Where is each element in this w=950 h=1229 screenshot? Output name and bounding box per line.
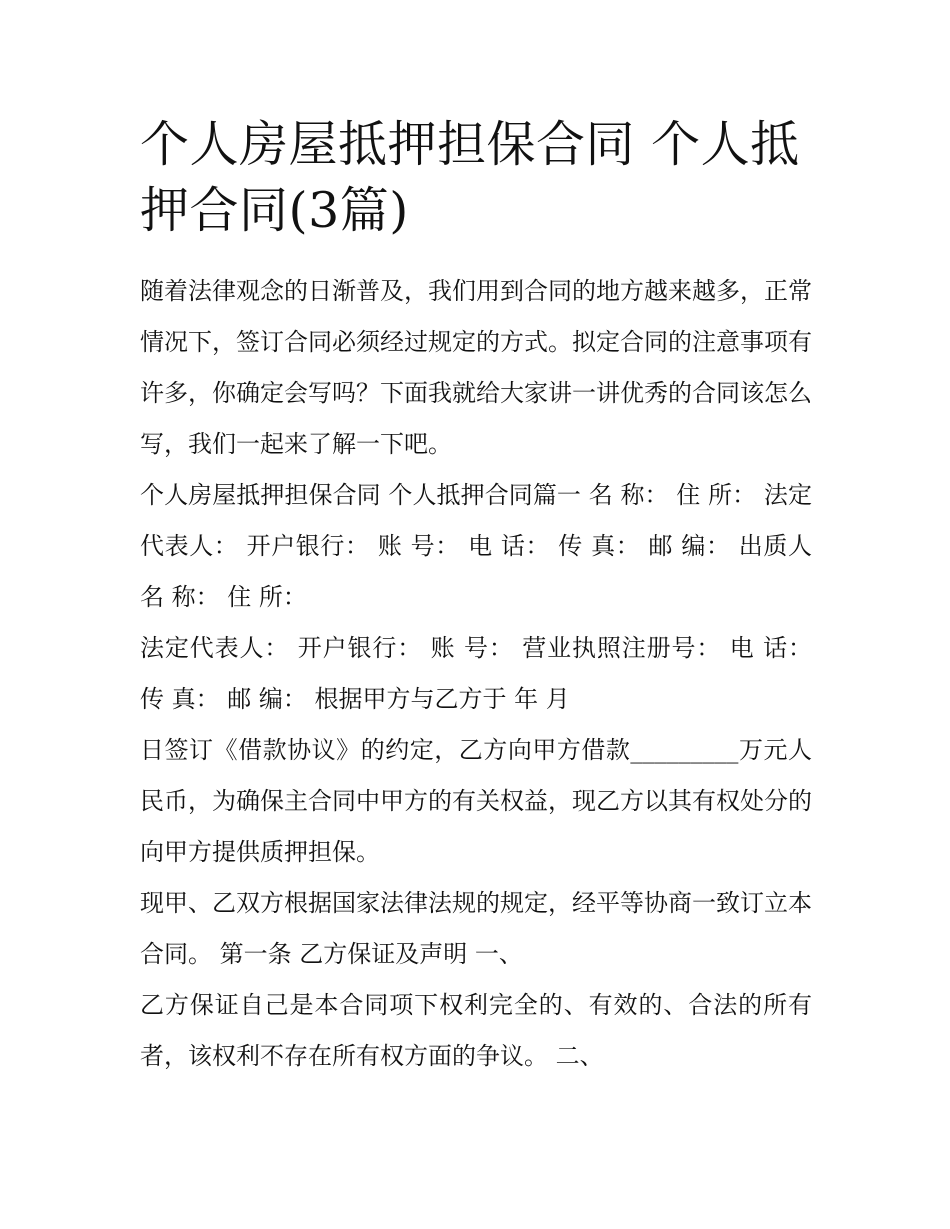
paragraph-intro: 随着法律观念的日渐普及，我们用到合同的地方越来越多，正常情况下，签订合同必须经过规定的方式。拟定合同的注意事项有许多，你确定会写吗？下面我就给大家讲一讲优秀的合同该怎么写，我们一起来了解一下吧。 xyxy=(140,277,812,458)
paragraph-parties-pledgor: 法定代表人： 开户银行： 账 号： 营业执照注册号： 电 话： 传 真： 邮 编： 根据甲方与乙方于 年 月 xyxy=(140,634,812,713)
document-title: 个人房屋抵押担保合同 个人抵押合同(3篇) xyxy=(140,116,800,239)
paragraph-parties-pledgee: 个人房屋抵押担保合同 个人抵押合同篇一 名 称： 住 所： 法定代表人： 开户银行： 账 号： 电 话： 传 真： 邮 编： 出质人 名 称： 住 所： xyxy=(140,481,812,611)
document-body xyxy=(140,112,812,1082)
paragraph-guarantee: 乙方保证自己是本合同项下权利完全的、有效的、合法的所有者，该权利不存在所有权方面的争议。 二、 xyxy=(140,991,812,1070)
paragraph-loan-agreement: 日签订《借款协议》的约定，乙方向甲方借款_________万元人民币，为确保主合同中甲方的有关权益，现乙方以其有权处分的 向甲方提供质押担保。 xyxy=(140,736,812,866)
paragraph-article-one: 现甲、乙双方根据国家法律法规的规定，经平等协商一致订立本合同。 第一条 乙方保证及声明 一、 xyxy=(140,889,812,968)
